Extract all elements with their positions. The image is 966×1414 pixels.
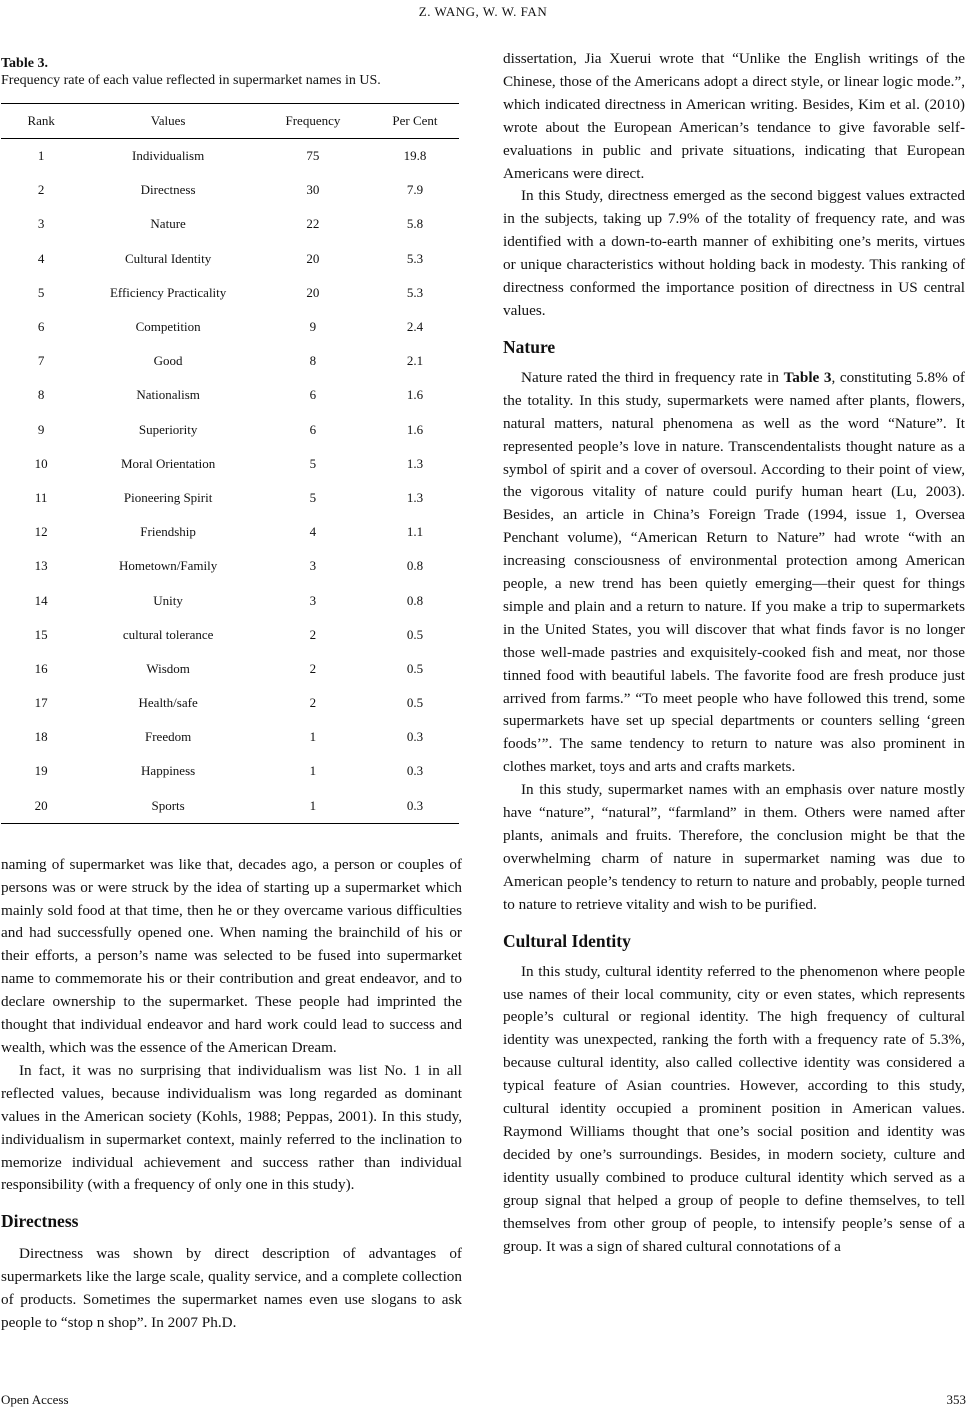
table-row bbox=[1, 754, 459, 788]
table-row bbox=[1, 618, 459, 652]
table-row bbox=[1, 242, 459, 276]
percent-cell: 1.6 bbox=[406, 421, 424, 437]
value-cell: Happiness bbox=[141, 763, 196, 779]
frequency-cell: 1 bbox=[309, 763, 317, 779]
frequency-cell: 2 bbox=[309, 695, 317, 711]
frequency-cell: 9 bbox=[309, 319, 317, 335]
frequency-cell: 75 bbox=[306, 148, 320, 164]
frequency-cell: 30 bbox=[306, 182, 320, 198]
rank-cell: 18 bbox=[34, 729, 48, 745]
table-row bbox=[1, 481, 459, 515]
value-cell: cultural tolerance bbox=[122, 626, 214, 642]
table-caption: Frequency rate of each value reflected in supermarket names in US. bbox=[1, 73, 381, 88]
running-header: Z. WANG, W. W. FAN bbox=[418, 4, 548, 19]
table-row bbox=[1, 720, 459, 754]
left-column bbox=[1, 55, 462, 1335]
table-row bbox=[1, 310, 459, 344]
value-cell: Good bbox=[153, 353, 183, 369]
heading-cultural-identity: Cultural Identity bbox=[503, 930, 631, 951]
rank-cell: 20 bbox=[1, 789, 81, 824]
percent-cell: 0.5 bbox=[406, 626, 424, 642]
left-paragraph-3: Directness was shown by direct description of advantages of supermarkets like the large scale, quality service, and a complete collection of products. Sometimes the supermarket names even use slogans to ask people to “stop n shop”. In 2007 Ph.D. bbox=[1, 1245, 462, 1332]
nature-text-c: , constituting 5.8% of the totality. In this study, supermarkets were named after plants, flowers, natural matters, natural phenomena as well as the word “Nature”. It represented people’s love in nature. Transcendentalists thought nature as a symbol of spirit and a cover of oversoul. According to their point of view, the vigorous vitality of nature could purify human heart (Lu, 2003). Besides, an article in China’s Foreign Trade (1994, issue 1, Oversea Penchant volume), “American Return to Nature” had wrote “with an increasing consciousness of environmental protection among American people, a new trend has been quietly emerging—their quest for things simple and plain and a return to nature. If you make a trip to supermarkets in the United States, you will discover that what finds favor is no longer those well-made pastries and exquisitely-cooked fish and meat, nor those tinned food with beautiful labels. The favorite food are fresh produce just arrived from farms.” “To meet people who have followed this trend, some supermarkets have set up special departments or counters selling ‘green foods’”. The same tendency to return to nature was also prominent in clothes market, toys and arts and crafts markets. bbox=[503, 368, 965, 776]
percent-cell: 0.5 bbox=[406, 660, 424, 676]
value-cell: Nature bbox=[150, 216, 186, 232]
table-row bbox=[1, 139, 459, 174]
table-row bbox=[1, 515, 459, 549]
percent-cell: 5.8 bbox=[406, 216, 424, 232]
frequency-cell: 3 bbox=[309, 592, 317, 608]
table-header-row bbox=[1, 104, 459, 139]
frequency-cell: 1 bbox=[255, 789, 371, 824]
percent-cell: 2.1 bbox=[406, 353, 424, 369]
value-cell: Directness bbox=[140, 182, 196, 198]
value-cell: Individualism bbox=[132, 148, 205, 164]
percent-cell: 0.8 bbox=[406, 592, 424, 608]
value-cell: Unity bbox=[153, 592, 183, 608]
frequency-cell: 1 bbox=[309, 729, 317, 745]
table-row bbox=[1, 789, 459, 824]
rank-cell: 1 bbox=[37, 148, 45, 164]
value-cell: Friendship bbox=[140, 524, 196, 540]
percent-cell: 1.3 bbox=[406, 455, 424, 471]
value-cell: Superiority bbox=[138, 421, 198, 437]
rank-cell: 8 bbox=[37, 387, 45, 403]
rank-cell: 13 bbox=[34, 558, 48, 574]
table-row bbox=[1, 173, 459, 207]
heading-directness: Directness bbox=[1, 1211, 79, 1232]
rank-cell: 14 bbox=[34, 592, 48, 608]
rank-cell: 4 bbox=[37, 250, 45, 266]
frequency-cell: 22 bbox=[306, 216, 320, 232]
rank-cell: 12 bbox=[34, 524, 48, 540]
value-cell: Wisdom bbox=[146, 660, 190, 676]
rank-cell: 17 bbox=[34, 695, 48, 711]
rank-cell: 19 bbox=[34, 763, 48, 779]
rank-cell: 3 bbox=[37, 216, 45, 232]
rank-cell: 7 bbox=[37, 353, 45, 369]
frequency-table bbox=[1, 103, 459, 824]
table-row bbox=[1, 378, 459, 412]
frequency-cell: 2 bbox=[309, 660, 317, 676]
value-cell: Efficiency Practicality bbox=[109, 284, 227, 300]
table-label: Table 3. bbox=[1, 56, 48, 71]
right-paragraph-1: dissertation, Jia Xuerui wrote that “Unlike the English writings of the Chinese, those of the Americans adopt a direct style, or linear logic mode.”, which indicated directness in American writing. Besides, Kim et al. (2010) wrote about the European American’s tendance to give favorable self-evaluations in public and private situations, indicating that European Americans were direct. bbox=[503, 50, 965, 182]
table-row bbox=[1, 652, 459, 686]
frequency-cell: 20 bbox=[306, 284, 320, 300]
frequency-cell: 2 bbox=[309, 626, 317, 642]
rank-cell: 9 bbox=[37, 421, 45, 437]
percent-cell: 0.3 bbox=[406, 763, 424, 779]
table-row bbox=[1, 413, 459, 447]
value-cell: Cultural Identity bbox=[124, 250, 212, 266]
frequency-cell: 6 bbox=[309, 387, 317, 403]
frequency-cell: 5 bbox=[309, 489, 317, 505]
right-paragraph-5: In this study, cultural identity referred to the phenomenon where people use names of their local community, city or even states, which represents people’s cultural or regional identity. The high frequency of cultural identity was unexpected, ranking the forth with a frequency rate of 5.3%, because cultural identity, also called collective identity was considered a typical feature of Asian countries. However, according to this study, cultural identity occupied a prominent position in American values. Raymond Williams thought that one’s social position and identity was decided by one’s surroundings. Besides, in modern society, culture and identity usually combined to produce cultural identity which served as a group signal that helped a group of people to define themselves, to tell themselves from other group of people, to intensify people’s sense of a group. It was a sign of shared cultural connotations of a bbox=[503, 962, 965, 1255]
value-cell: Pioneering Spirit bbox=[123, 489, 213, 505]
table-row bbox=[1, 447, 459, 481]
value-cell: Freedom bbox=[145, 729, 192, 745]
table-row bbox=[1, 583, 459, 617]
percent-cell: 0.3 bbox=[406, 729, 424, 745]
percent-cell: 1.3 bbox=[406, 489, 424, 505]
rank-cell: 6 bbox=[37, 319, 45, 335]
column-header-percent: Per Cent bbox=[371, 104, 459, 139]
frequency-cell: 4 bbox=[309, 524, 317, 540]
page-number: 353 bbox=[946, 1392, 966, 1407]
column-header-values: Values bbox=[81, 104, 255, 139]
frequency-cell: 8 bbox=[309, 353, 317, 369]
rank-cell: 11 bbox=[34, 489, 48, 505]
value-cell: Competition bbox=[135, 319, 201, 335]
table-row bbox=[1, 344, 459, 378]
frequency-cell: 6 bbox=[309, 421, 317, 437]
percent-cell: 7.9 bbox=[406, 182, 424, 198]
right-column bbox=[503, 48, 965, 1258]
percent-cell: 5.3 bbox=[406, 250, 424, 266]
percent-cell: 1.6 bbox=[406, 387, 424, 403]
rank-cell: 5 bbox=[37, 284, 45, 300]
percent-cell: 0.3 bbox=[371, 789, 459, 824]
value-cell: Hometown/Family bbox=[119, 558, 218, 574]
value-cell: Health/safe bbox=[138, 695, 198, 711]
rank-cell: 16 bbox=[34, 660, 48, 676]
percent-cell: 5.3 bbox=[406, 284, 424, 300]
percent-cell: 1.1 bbox=[406, 524, 424, 540]
value-cell: Nationalism bbox=[136, 387, 200, 403]
rank-cell: 2 bbox=[37, 182, 45, 198]
heading-nature: Nature bbox=[503, 336, 556, 357]
left-paragraph-1: naming of supermarket was like that, decades ago, a person or couples of persons was or were struck by the idea of starting up a supermarket which mainly sold food at that time, then he or they overcame various difficulties and had successfully opened one. When naming the brainchild of his or their efforts, a person’s name was selected to be fused into supermarket name to commemorate his or their contribution and great endeavor, and to declare ownership to the supermarket. These people had imprinted the thought that individual endeavor and hard work could lead to success and wealth, which was the essence of the American Dream. bbox=[1, 855, 462, 1056]
nature-text-a: Nature rated the third in frequency rate in bbox=[521, 368, 784, 386]
table-row bbox=[1, 207, 459, 241]
frequency-cell: 5 bbox=[309, 455, 317, 471]
column-header-rank: Rank bbox=[1, 104, 81, 139]
right-paragraph-3 bbox=[503, 367, 965, 779]
column-header-frequency: Frequency bbox=[255, 104, 371, 139]
frequency-cell: 3 bbox=[309, 558, 317, 574]
right-paragraph-4: In this study, supermarket names with an emphasis over nature mostly have “nature”, “natural”, “farmland” in them. Others were named after plants, animals and fruits. Therefore, the conclusion might be that the overwhelming charm of nature in supermarket naming was due to American people’s tendency to return to nature and probably, people turned to nature to retrieve vitality and wish to be purified. bbox=[503, 781, 965, 913]
percent-cell: 2.4 bbox=[406, 319, 424, 335]
rank-cell: 15 bbox=[34, 626, 48, 642]
table-row bbox=[1, 276, 459, 310]
table-row bbox=[1, 549, 459, 583]
percent-cell: 0.5 bbox=[406, 695, 424, 711]
frequency-cell: 20 bbox=[306, 250, 320, 266]
percent-cell: 0.8 bbox=[406, 558, 424, 574]
percent-cell: 19.8 bbox=[403, 148, 427, 164]
footer-open-access: Open Access bbox=[1, 1392, 69, 1407]
rank-cell: 10 bbox=[34, 455, 48, 471]
left-paragraph-2: In fact, it was no surprising that individualism was list No. 1 in all reflected values, because individualism was long regarded as dominant values in the American society (Kohls, 1988; Peppas, 2001). In this study, individualism in supermarket context, mainly referred to the inclination to memorize individual achievement and success rather than individual responsibility (with a frequency of only one in this study). bbox=[1, 1061, 462, 1194]
right-paragraph-2: In this Study, directness emerged as the second biggest values extracted in the subjects, taking up 7.9% of the totality of frequency rate, and was identified with a down-to-earth manner of exhibiting one’s merits, virtues or unique characteristics without holding back in modesty. This ranking of directness conformed the importance position of directness in US central values. bbox=[503, 187, 965, 319]
value-cell: Moral Orientation bbox=[121, 455, 216, 471]
table-row bbox=[1, 686, 459, 720]
table-3-reference: Table 3 bbox=[783, 368, 832, 386]
value-cell: Sports bbox=[81, 789, 255, 824]
